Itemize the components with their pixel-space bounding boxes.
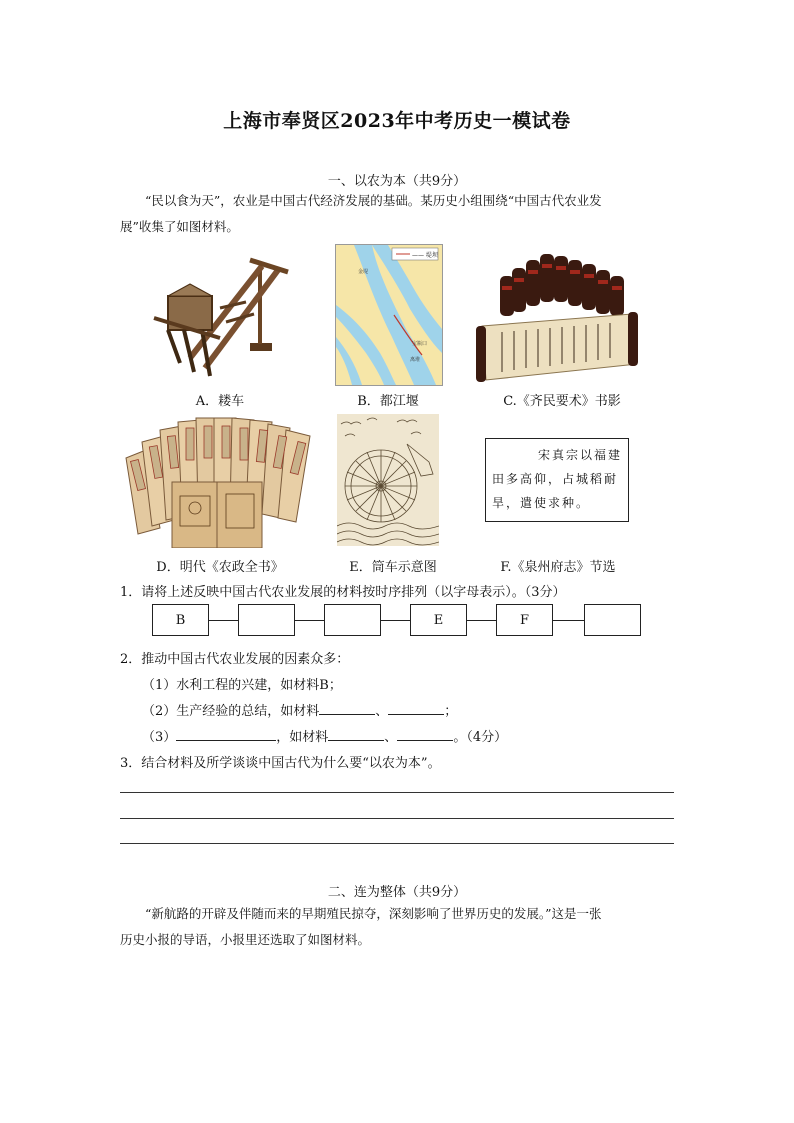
question-2-part-1: （1）水利工程的兴建，如材料B； — [142, 678, 342, 693]
map-label-lidui: 离堆 — [410, 357, 421, 363]
seq-connector — [553, 620, 584, 621]
map-legend-text: —— 堤坝 — [412, 252, 438, 259]
material-f-caption: F.《泉州府志》节选 — [500, 560, 616, 575]
material-d-image — [122, 412, 316, 548]
section2-heading: 二、连为整体（共9分） — [327, 885, 467, 900]
q2-2-sep: 、 — [375, 704, 389, 719]
answer-line[interactable] — [120, 792, 674, 793]
excerpt-line-3: 旱，遣使求种。 — [492, 496, 591, 510]
q2-3-end: 。（4分） — [453, 730, 508, 745]
material-c-caption: C.《齐民要术》书影 — [503, 394, 621, 409]
answer-line[interactable] — [120, 818, 674, 819]
question-2-part-3 — [142, 726, 507, 745]
seq-connector — [295, 620, 324, 621]
material-f-excerpt-box — [485, 438, 629, 522]
excerpt-line-2: 田多高仰，占城稻耐 — [492, 472, 619, 486]
section1-intro-line1: “民以食为天”，农业是中国古代经济发展的基础。某历史小组围绕“中国古代农业发 — [145, 193, 602, 208]
seq-connector — [209, 620, 238, 621]
material-d-caption: D．明代《农政全书》 — [156, 560, 284, 575]
seq-connector — [467, 620, 496, 621]
section1-intro-line2: 展”收集了如图材料。 — [120, 219, 239, 234]
section2-intro-line1: “新航路的开辟及伴随而来的早期殖民掠夺，深刻影响了世界历史的发展。”这是一张 — [145, 906, 602, 921]
q2-2-text: （2）生产经验的总结，如材料 — [142, 704, 320, 719]
seq-connector — [381, 620, 410, 621]
q2-3-mid: ，如材料 — [276, 730, 329, 745]
section1-heading: 一、以农为本（共9分） — [327, 174, 467, 189]
q2-3-text: （3） — [142, 730, 177, 745]
map-label-baopingkou: 宝瓶口 — [412, 341, 428, 347]
q2-2-end: ； — [444, 704, 458, 719]
material-e-caption: E．筒车示意图 — [349, 560, 437, 575]
question-2-part-2 — [142, 700, 457, 719]
answer-blank[interactable] — [176, 728, 276, 741]
section2-intro-line2: 历史小报的导语，小报里还选取了如图材料。 — [120, 932, 371, 947]
seq-box-6[interactable] — [584, 604, 641, 636]
material-c-image — [472, 246, 642, 382]
map-label-jindi: 金堤 — [358, 269, 369, 275]
material-e-image — [337, 414, 439, 546]
q2-3-sep: 、 — [384, 730, 398, 745]
answer-line[interactable] — [120, 843, 674, 844]
seq-box-1[interactable]: B — [152, 604, 209, 636]
seq-box-2[interactable] — [238, 604, 295, 636]
answer-blank[interactable] — [397, 728, 453, 741]
question-1: 1．请将上述反映中国古代农业发展的材料按时序排列（以字母表示）。（3分） — [120, 585, 566, 600]
material-b-map — [335, 244, 443, 386]
seq-box-3[interactable] — [324, 604, 381, 636]
material-b-caption: B．都江堰 — [357, 394, 419, 409]
answer-blank[interactable] — [319, 702, 375, 715]
excerpt-line-1: 宋真宗以福建 — [537, 448, 622, 462]
seq-box-4[interactable]: E — [410, 604, 467, 636]
question-3: 3．结合材料及所学谈谈中国古代为什么要“以农为本”。 — [120, 756, 441, 771]
material-a-image — [150, 248, 290, 383]
question-2: 2．推动中国古代农业发展的因素众多： — [120, 652, 350, 667]
seq-box-5[interactable]: F — [496, 604, 553, 636]
answer-blank[interactable] — [388, 702, 444, 715]
material-a-caption: A．耧车 — [195, 394, 245, 409]
exam-title: 上海市奉贤区2023年中考历史一模试卷 — [223, 110, 571, 132]
answer-blank[interactable] — [328, 728, 384, 741]
